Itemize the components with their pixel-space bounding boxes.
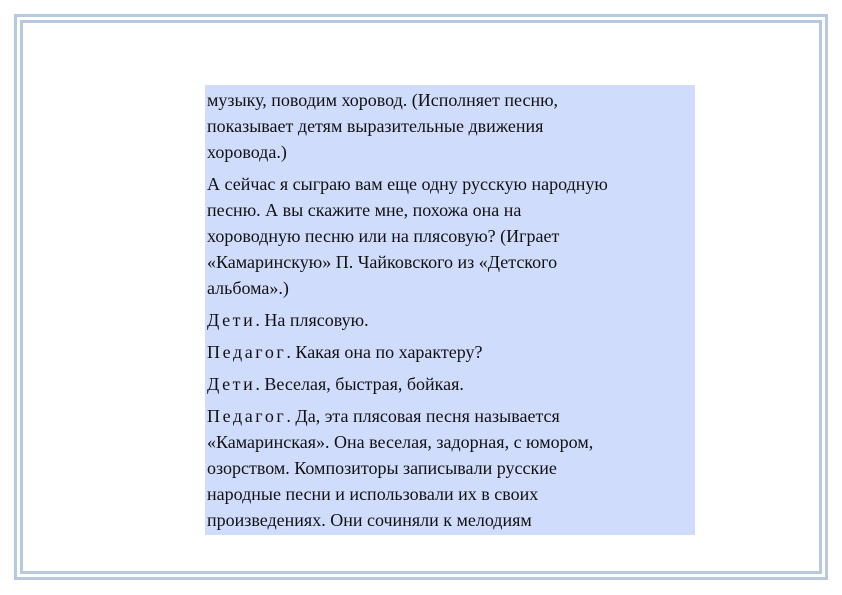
text-line: песню. А вы скажите мне, похожа она на	[207, 200, 522, 220]
paragraph-3	[207, 307, 693, 333]
dialogue-line	[207, 371, 693, 397]
dialogue-text: . Да, эта плясовая песня называется	[286, 406, 560, 426]
speaker-name: Педагог	[207, 342, 287, 362]
dialogue-line	[207, 307, 693, 333]
dialogue-line	[207, 339, 693, 365]
paragraph-6	[207, 403, 693, 533]
speaker-name: Дети	[207, 374, 256, 394]
text-line: хоровода.)	[207, 142, 287, 162]
dialogue-text: . Какая она по характеру?	[286, 342, 483, 362]
text-line: «Камаринская». Она веселая, задорная, с юмором,	[207, 432, 594, 452]
text-line: хороводную песню или на плясовую? (Играет	[207, 226, 560, 246]
paragraph-2	[207, 171, 693, 301]
dialogue-text: . Веселая, быстрая, бойкая.	[255, 374, 464, 394]
paragraph-1	[207, 87, 693, 165]
text-line: произведениях. Они сочиняли к мелодиям	[207, 510, 532, 530]
text-line: А сейчас я сыграю вам еще одну русскую народную	[207, 174, 608, 194]
text-line: альбома».)	[207, 278, 289, 298]
dialogue-text: . На плясовую.	[255, 310, 369, 330]
text-line: музыку, поводим хоровод. (Исполняет песню,	[207, 90, 559, 110]
text-line: «Камаринскую» П. Чайковского из «Детского	[207, 252, 558, 272]
text-line: народные песни и использовали их в своих	[207, 484, 539, 504]
text-line: озорством. Композиторы записывали русские	[207, 458, 557, 478]
dialogue-line	[207, 403, 693, 429]
speaker-name: Педагог	[207, 406, 287, 426]
text-line: показывает детям выразительные движения	[207, 116, 544, 136]
speaker-name: Дети	[207, 310, 256, 330]
paragraph-4	[207, 339, 693, 365]
paragraph-5	[207, 371, 693, 397]
text-block	[205, 85, 695, 535]
